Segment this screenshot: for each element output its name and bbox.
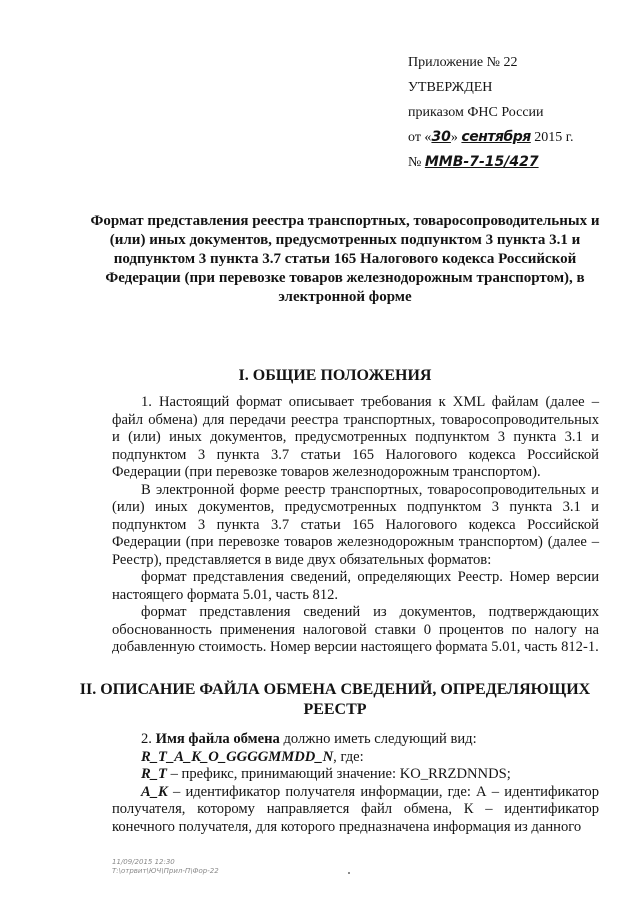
section-1-paragraph-1: 1. Настоящий формат описывает требования к XML файлам (далее – файл обмена) для передачи реестра транспортных, товаросопроводительных и (или) иных документов, предусмотренных подпунктом 3 пункта 3.1 и подпунктом 3 пункта 3.7 статьи 165 Налогового кодекса Российской Федерации (при перевозке товаров железнодорожным транспортом). bbox=[112, 394, 599, 480]
file-name-term: Имя файла обмена bbox=[155, 731, 280, 747]
paragraph-rest: , где: bbox=[333, 748, 364, 765]
section-1-paragraph-2: В электронной форме реестр транспортных, товаросопроводительных и (или) иных документов, предусмотренных подпунктом 3 пункта 3.1 и подпунктом 3 пункта 3.7 статьи 165 Налогового кодекса Российской Федерации (при перевозке товаров железнодорожным транспортом) (далее – Реестр), представляется в виде двух обязательных форматов: bbox=[112, 481, 599, 568]
order-date-line bbox=[408, 125, 628, 150]
date-day-handwritten: 30 bbox=[431, 129, 451, 145]
footer-timestamp: 11/09/2015 12:30 bbox=[112, 858, 175, 866]
order-number-handwritten: ММВ-7-15/427 bbox=[424, 154, 539, 170]
section-1-paragraph-4: формат представления сведений из документов, подтверждающих обоснованность применения налоговой ставки 0 процентов по налогу на добавленную стоимость. Номер версии настоящего формата 5.01, часть 812-1. bbox=[112, 604, 599, 655]
approval-block bbox=[408, 50, 628, 175]
date-prefix: от « bbox=[408, 130, 432, 145]
prefix-code: R_T bbox=[141, 766, 167, 782]
appendix-label: Приложение № 22 bbox=[408, 55, 518, 70]
document-title: Формат представления реестра транспортных, товаросопроводительных и (или) иных документов, предусмотренных подпунктом 3 пункта 3.1 и подпунктом 3 пункта 3.7 статьи 165 Налогового кодекса Российской Федерации (при перевозке товаров железнодорожным транспортом), в электронной форме bbox=[90, 213, 600, 305]
scan-dot bbox=[348, 872, 350, 874]
paragraph-rest: – идентификатор получателя информации, где: А – идентификатор получателя, которому направляется файл обмена, К – идентификатор конечного получателя, для которого предназначена информация из данного bbox=[112, 783, 599, 835]
item-number: 2. bbox=[141, 731, 156, 747]
section-2-paragraph-2 bbox=[112, 749, 599, 767]
footer-filepath: Т:\отрвит\ЮЧ\Прил-П\Фор-22 bbox=[112, 867, 219, 875]
date-month-handwritten: сентября bbox=[461, 129, 531, 145]
date-suffix: 2015 г. bbox=[534, 130, 574, 145]
date-mid: » bbox=[450, 130, 458, 145]
order-number-line bbox=[408, 150, 628, 175]
paragraph-rest: должно иметь следующий вид: bbox=[279, 731, 477, 747]
order-by-label: приказом ФНС России bbox=[408, 105, 544, 120]
number-prefix: № bbox=[408, 155, 422, 170]
section-2-paragraph-3 bbox=[112, 766, 599, 784]
section-2-paragraph-1 bbox=[112, 731, 599, 749]
section-2-heading: II. ОПИСАНИЕ ФАЙЛА ОБМЕНА СВЕДЕНИЙ, ОПРЕДЕЛЯЮЩИХ РЕЕСТР bbox=[79, 681, 591, 718]
section-1-body bbox=[112, 394, 599, 657]
recipient-code: A_K bbox=[141, 783, 168, 800]
section-2-body bbox=[112, 731, 599, 836]
file-name-pattern: R_T_A_K_O_GGGGMMDD_N bbox=[141, 748, 334, 765]
approved-label: УТВЕРЖДЕН bbox=[408, 80, 493, 95]
paragraph-rest: – префикс, принимающий значение: KO_RRZDNNDS; bbox=[166, 766, 511, 782]
page-footer bbox=[112, 858, 312, 876]
section-1-paragraph-3: формат представления сведений, определяющих Реестр. Номер версии настоящего формата 5.01, часть 812. bbox=[112, 569, 599, 603]
section-2-paragraph-4 bbox=[112, 784, 599, 837]
section-1-heading: I. ОБЩИЕ ПОЛОЖЕНИЯ bbox=[238, 367, 432, 384]
